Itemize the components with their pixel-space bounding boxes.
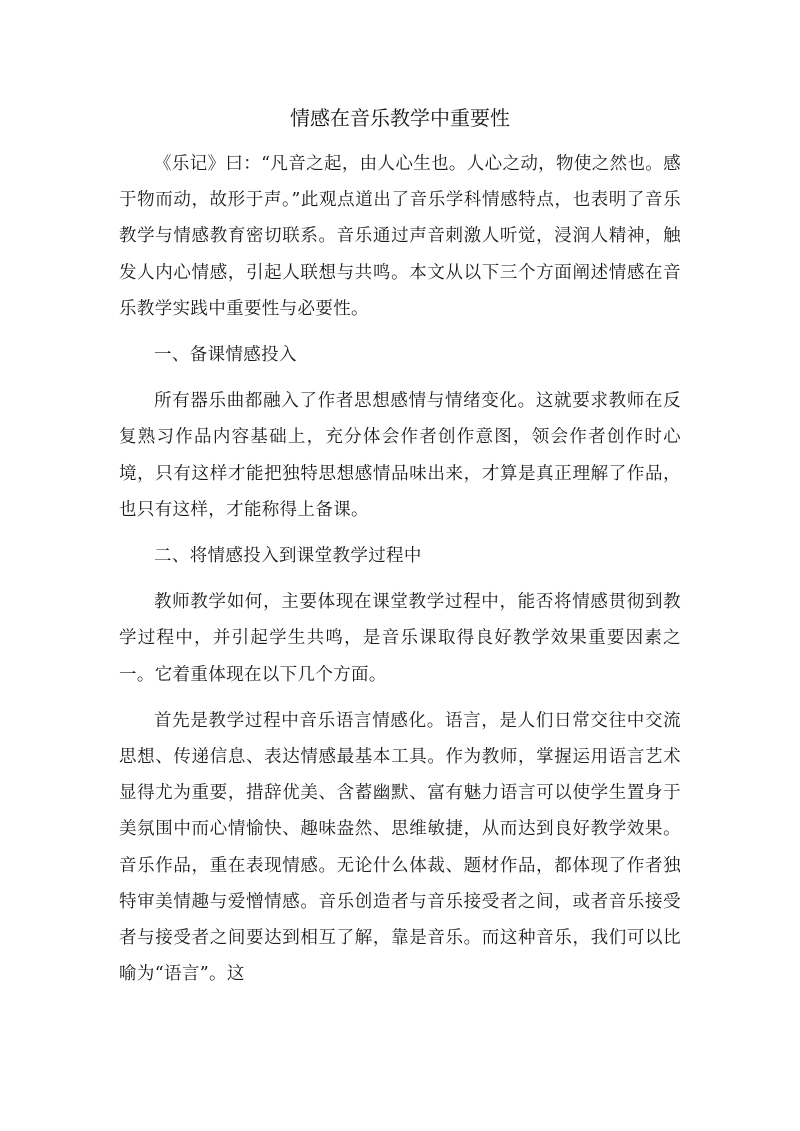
paragraph-language: 首先是教学过程中音乐语言情感化。语言，是人们日常交往中交流思想、传递信息、表达情感最基本工具。作为教师，掌握运用语言艺术显得尤为重要，措辞优美、含蓄幽默、富有魅力语言可以使学生置身于美氛围中而心情愉快、趣味盎然、思维敏捷，从而达到良好教学效果。音乐作品，重在表现情感。无论什么体裁、题材作品，都体现了作者独特审美情趣与爱憎情感。音乐创造者与音乐接受者之间，或者音乐接受者与接受者之间要达到相互了解，靠是音乐。而这种音乐，我们可以比喻为“语言”。这 xyxy=(119,710,681,985)
document-body xyxy=(119,146,681,992)
document-title: 情感在音乐教学中重要性 xyxy=(290,106,510,130)
paragraph-intro: 《乐记》曰：“凡音之起，由人心生也。人心之动，物使之然也。感于物而动，故形于声。”此观点道出了音乐学科情感特点，也表明了音乐教学与情感教育密切联系。音乐通过声音刺激人听觉，浸润人精神，触发人内心情感，引起人联想与共鸣。本文从以下三个方面阐述情感在音乐教学实践中重要性与必要性。 xyxy=(119,154,681,319)
section-heading-2: 二、将情感投入到课堂教学过程中 xyxy=(154,546,422,567)
section-heading-1: 一、备课情感投入 xyxy=(154,345,297,366)
paragraph-section-2: 教师教学如何，主要体现在课堂教学过程中，能否将情感贯彻到教学过程中，并引起学生共鸣，是音乐课取得良好教学效果重要因素之一。它着重体现在以下几个方面。 xyxy=(119,592,681,685)
paragraph-section-1: 所有器乐曲都融入了作者思想感情与情绪变化。这就要求教师在反复熟习作品内容基础上，充分体会作者创作意图，领会作者创作时心境，只有这样才能把独特思想感情品味出来，才算是真正理解了作品，也只有这样，才能称得上备课。 xyxy=(119,391,681,520)
